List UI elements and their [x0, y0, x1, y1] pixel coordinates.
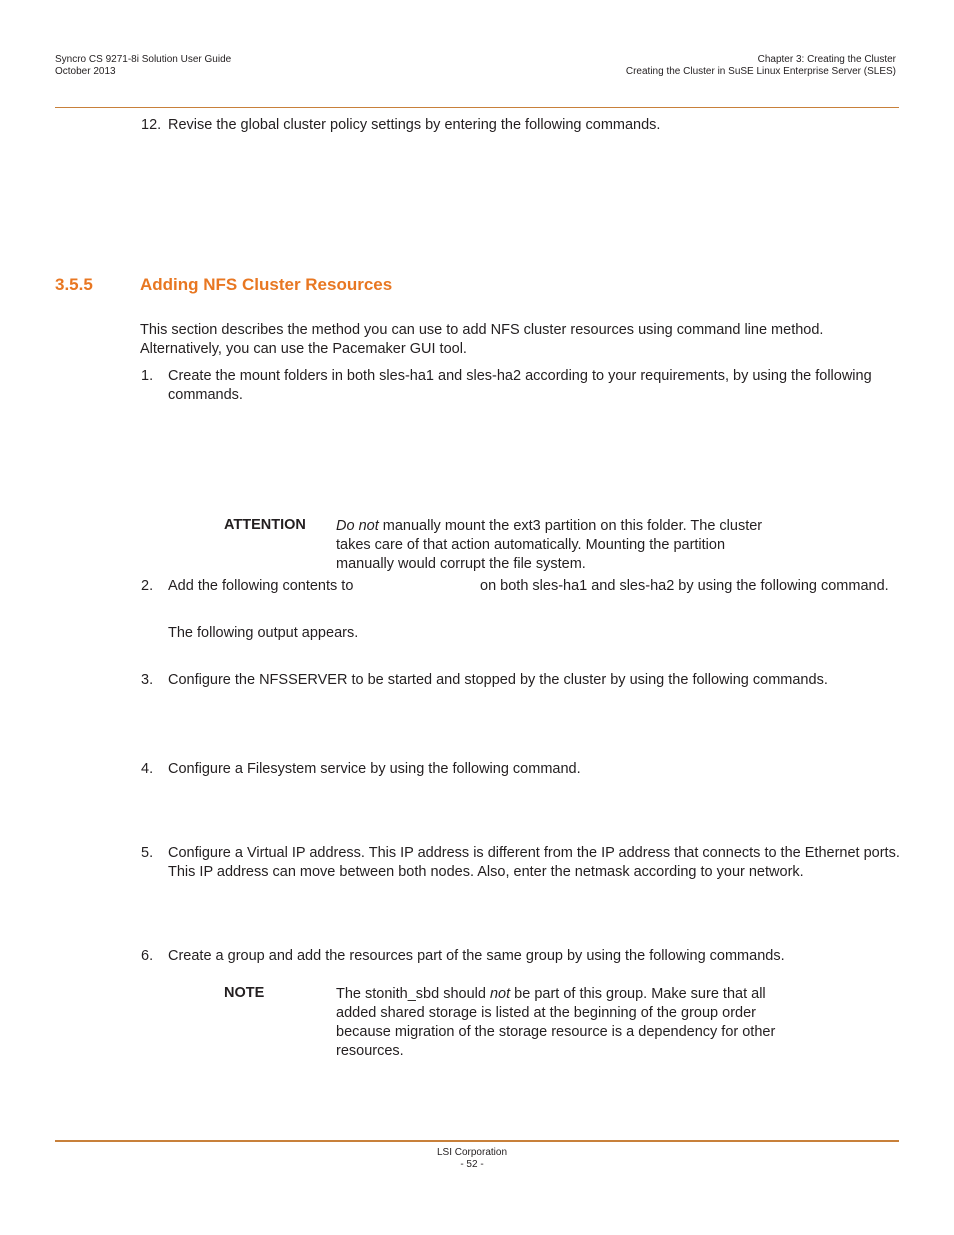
note-text: [336, 985, 796, 1061]
chapter-title: Chapter 3: Creating the Cluster: [757, 54, 896, 65]
step-12-text: Revise the global cluster policy settings by entering the following commands.: [168, 117, 661, 133]
step-12-num: 12.: [141, 117, 162, 133]
note-line-2: added shared storage is listed at the beginning of the group order: [336, 1005, 756, 1021]
step-1-text: [168, 367, 872, 405]
step-4-num: 4.: [141, 761, 154, 777]
step-4-text: Configure a Filesystem service by using the following command.: [168, 761, 581, 777]
step-2-text-a: Add the following contents to: [168, 578, 354, 594]
note-label: NOTE: [224, 985, 265, 1001]
header-left: [55, 54, 231, 78]
attention-label: ATTENTION: [224, 517, 306, 533]
note-line-1-a: The stonith_sbd should: [336, 986, 490, 1002]
attention-text: [336, 517, 796, 574]
step-5-line-1: Configure a Virtual IP address. This IP address is different from the IP address that connects to the Ethernet ports.: [168, 845, 900, 861]
footer-rule: [55, 1140, 899, 1142]
step-3-num: 3.: [141, 672, 154, 688]
note-line-3: because migration of the storage resource is a dependency for other: [336, 1024, 776, 1040]
intro-line-1: This section describes the method you can use to add NFS cluster resources using command line method.: [140, 322, 824, 338]
step-5-text: [168, 844, 900, 882]
guide-title: Syncro CS 9271-8i Solution User Guide: [55, 54, 232, 65]
footer-company: LSI Corporation: [436, 1147, 508, 1158]
footer-page-number: - 52 -: [460, 1159, 484, 1170]
step-2-output: The following output appears.: [168, 625, 359, 641]
header-rule: [55, 107, 899, 108]
step-2-num: 2.: [141, 578, 154, 594]
note-emphasis: not: [489, 986, 511, 1002]
attention-line-2: takes care of that action automatically. Mounting the partition: [336, 537, 726, 553]
step-1-line-2: commands.: [168, 387, 243, 403]
note-line-4: resources.: [336, 1043, 404, 1059]
header-right: [626, 54, 896, 78]
step-1-line-1: Create the mount folders in both sles-ha1 and sles-ha2 according to your requirements, by using the following: [168, 368, 872, 384]
guide-date: October 2013: [55, 66, 116, 77]
step-6-num: 6.: [141, 948, 154, 964]
section-heading: Adding NFS Cluster Resources: [140, 275, 393, 294]
section-title: Creating the Cluster in SuSE Linux Enterprise Server (SLES): [625, 66, 896, 77]
intro-line-2: Alternatively, you can use the Pacemaker GUI tool.: [140, 341, 467, 357]
note-line-1: [336, 985, 796, 1004]
section-number: 3.5.5: [55, 275, 93, 294]
note-line-1-b: be part of this group. Make sure that all: [510, 986, 766, 1002]
attention-emphasis: Do not: [336, 518, 379, 534]
step-5-num: 5.: [141, 845, 154, 861]
step-3-text: Configure the NFSSERVER to be started and stopped by the cluster by using the following commands.: [168, 672, 828, 688]
step-1-num: 1.: [141, 368, 154, 384]
step-6-text: Create a group and add the resources part of the same group by using the following commands.: [168, 948, 785, 964]
step-2-text-b: on both sles-ha1 and sles-ha2 by using the following command.: [480, 578, 889, 594]
attention-line-3: manually would corrupt the file system.: [336, 556, 586, 572]
attention-line-1-rest: manually mount the ext3 partition on this folder. The cluster: [378, 518, 763, 534]
footer: [0, 1147, 944, 1171]
attention-line-1: [336, 517, 796, 536]
step-5-line-2: This IP address can move between both nodes. Also, enter the netmask according to your network.: [168, 864, 804, 880]
section-intro: [140, 321, 823, 359]
